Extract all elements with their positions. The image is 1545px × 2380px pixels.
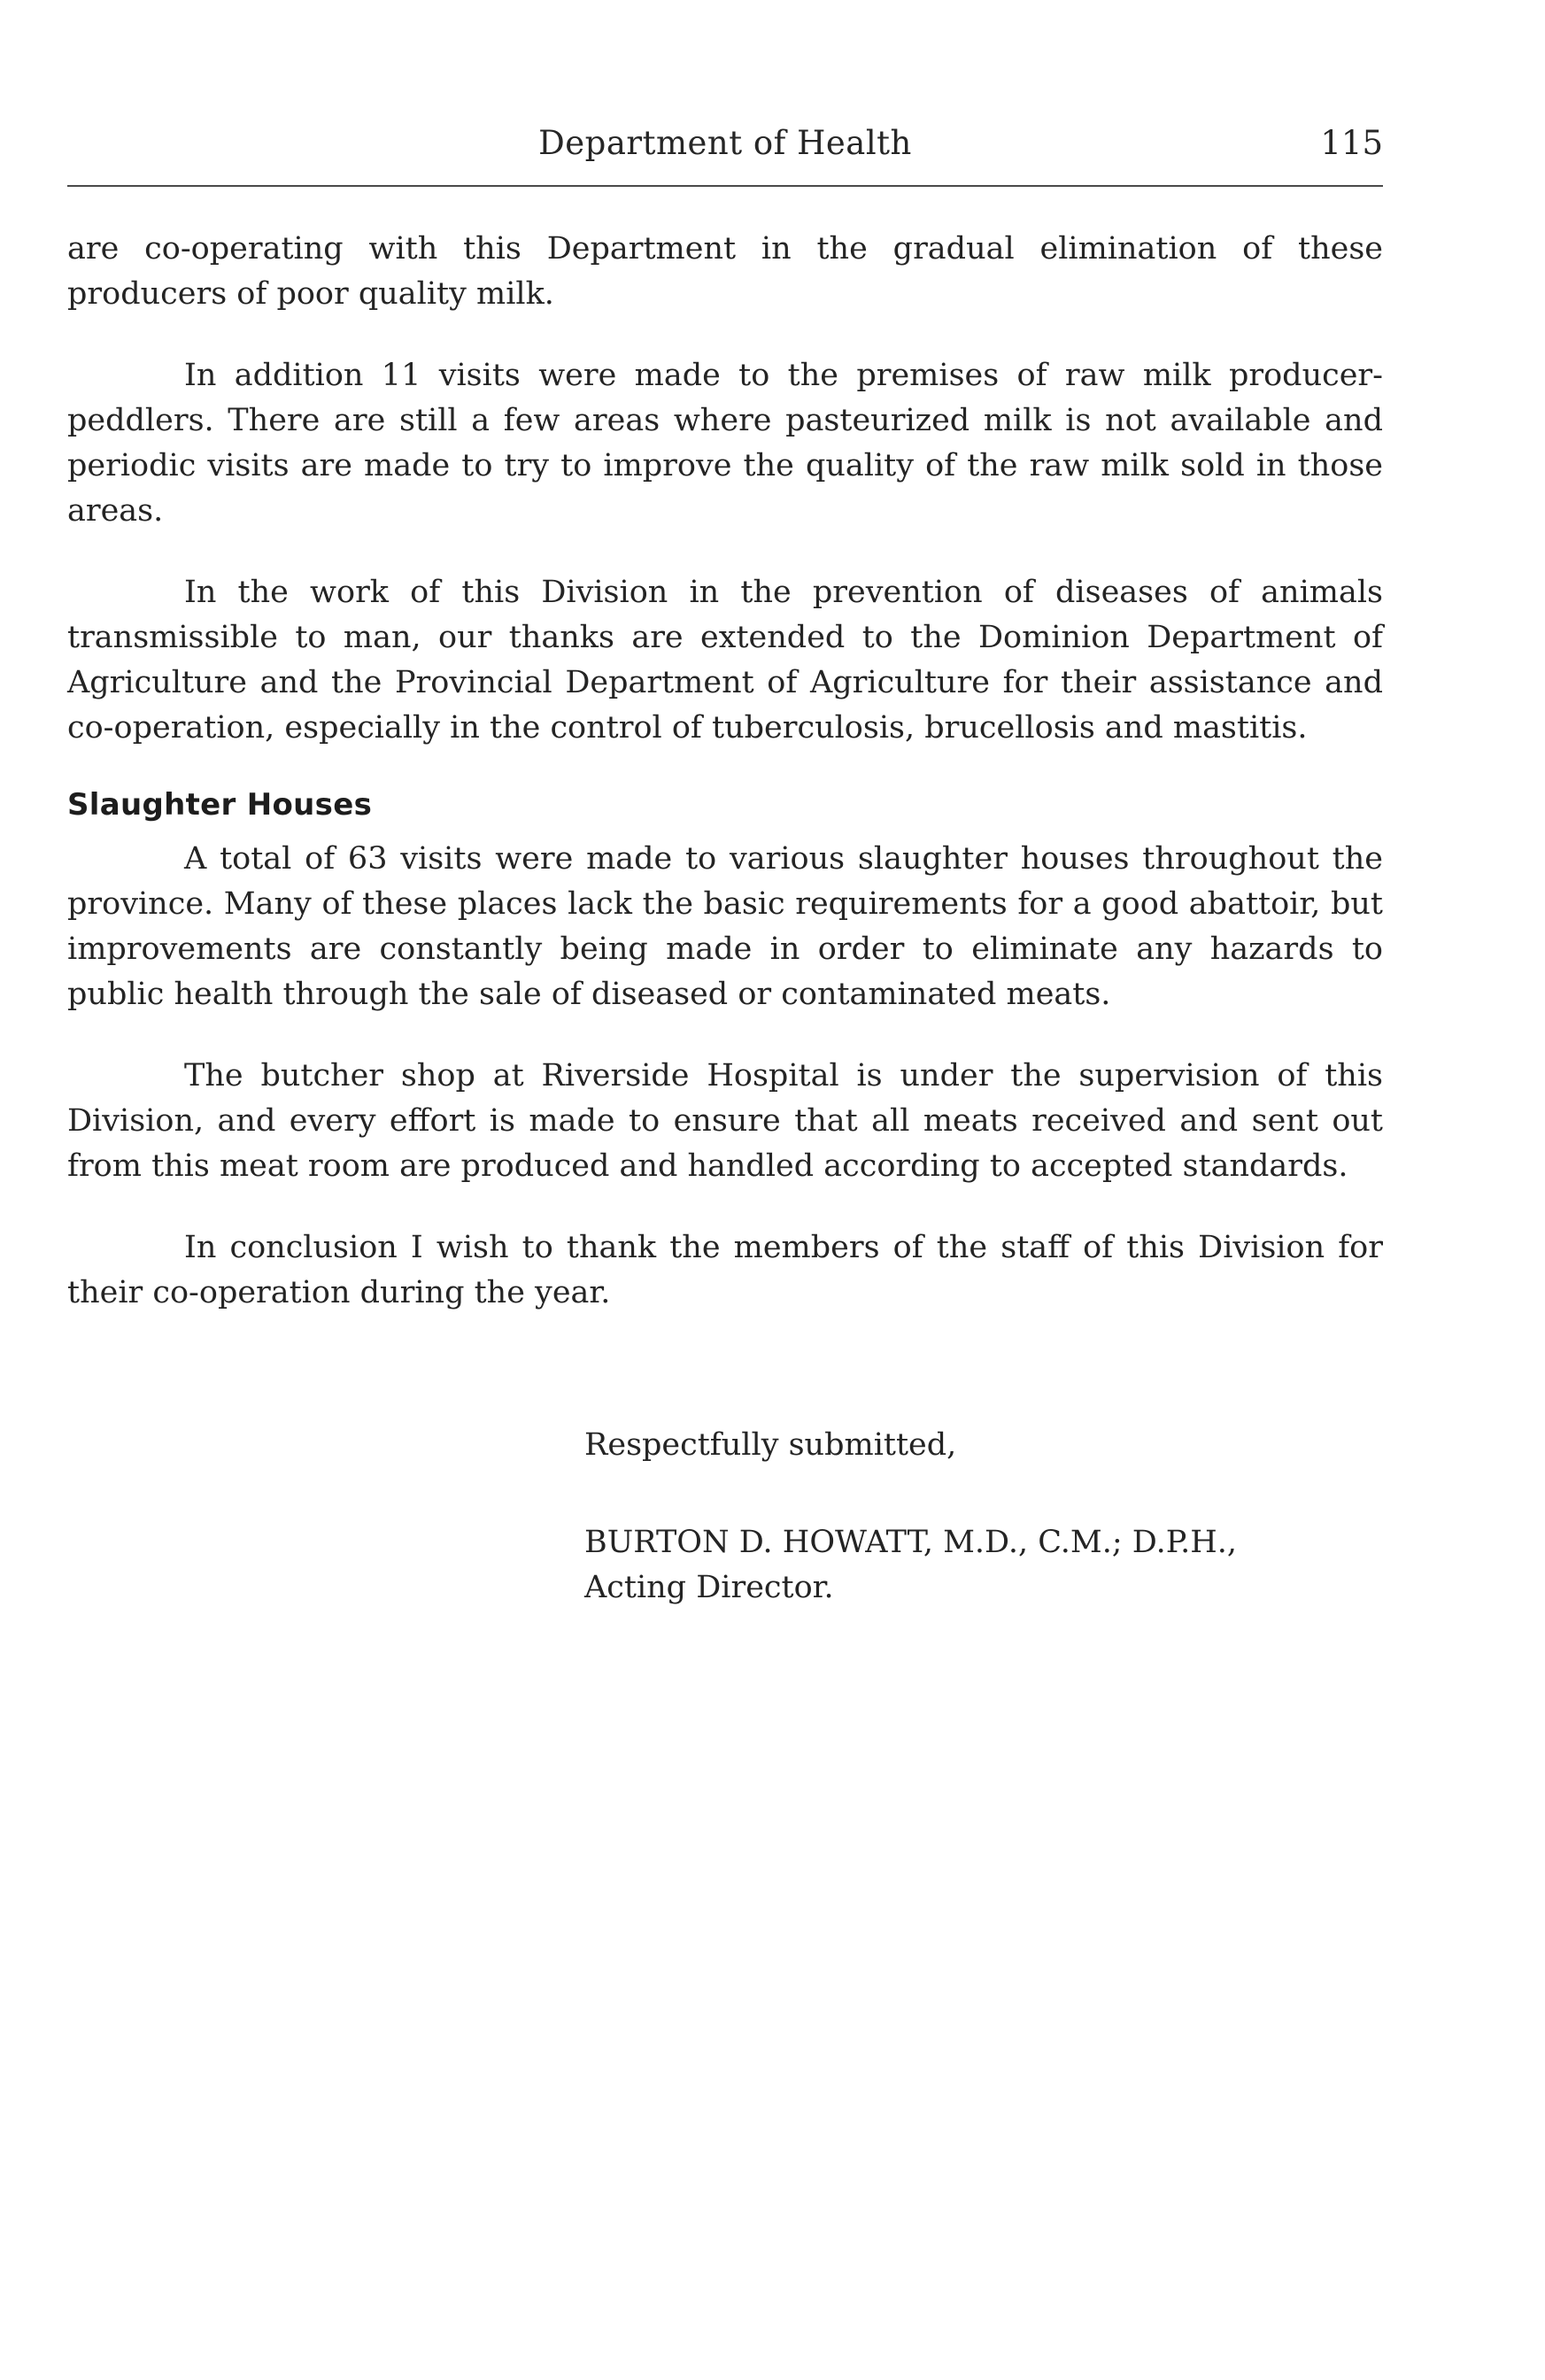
paragraph-conclusion: In conclusion I wish to thank the members of the staff of this Division for their co-operation during the year.	[67, 1230, 1383, 1310]
header-rule	[67, 185, 1383, 187]
paragraph-continuation: are co-operating with this Department in the gradual elimination of these producers of poor quality milk.	[67, 231, 1383, 312]
body-text	[67, 227, 1383, 1352]
paragraph-slaughter-house-visits: A total of 63 visits were made to various slaughter houses throughout the province. Many of these places lack the basic requirements for a good abattoir, but improvements are constantly being made in order to eliminate any hazards to public health through the sale of diseased or contaminated meats.	[67, 841, 1383, 1012]
header-title: Department of Health	[538, 124, 912, 162]
paragraph-animal-diseases: In the work of this Division in the prevention of diseases of animals transmissible to man, our thanks are extended to the Dominion Department of Agriculture and the Provincial Department of Agriculture for their assistance and co-operation, especially in the control of tuberculosis, brucellosis and mastitis.	[67, 575, 1383, 746]
page-header	[67, 124, 1383, 180]
section-heading-slaughter-houses: Slaughter Houses	[67, 787, 373, 823]
signer-title: Acting Director.	[584, 1570, 834, 1605]
paragraph-raw-milk-visits: In addition 11 visits were made to the premises of raw milk producer-peddlers. There are still a few areas where pasteurized milk is not available and periodic visits are made to try to improve the quality of the raw milk sold in those areas.	[67, 358, 1383, 529]
page-number: 115	[1320, 124, 1383, 162]
closing-line: Respectfully submitted,	[584, 1427, 957, 1463]
paragraph-butcher-shop: The butcher shop at Riverside Hospital is under the supervision of this Division, and every effort is made to ensure that all meats received and sent out from this meat room are produced and handled according to accepted standards.	[67, 1058, 1383, 1184]
signer-name: BURTON D. HOWATT, M.D., C.M.; D.P.H.,	[584, 1525, 1238, 1560]
